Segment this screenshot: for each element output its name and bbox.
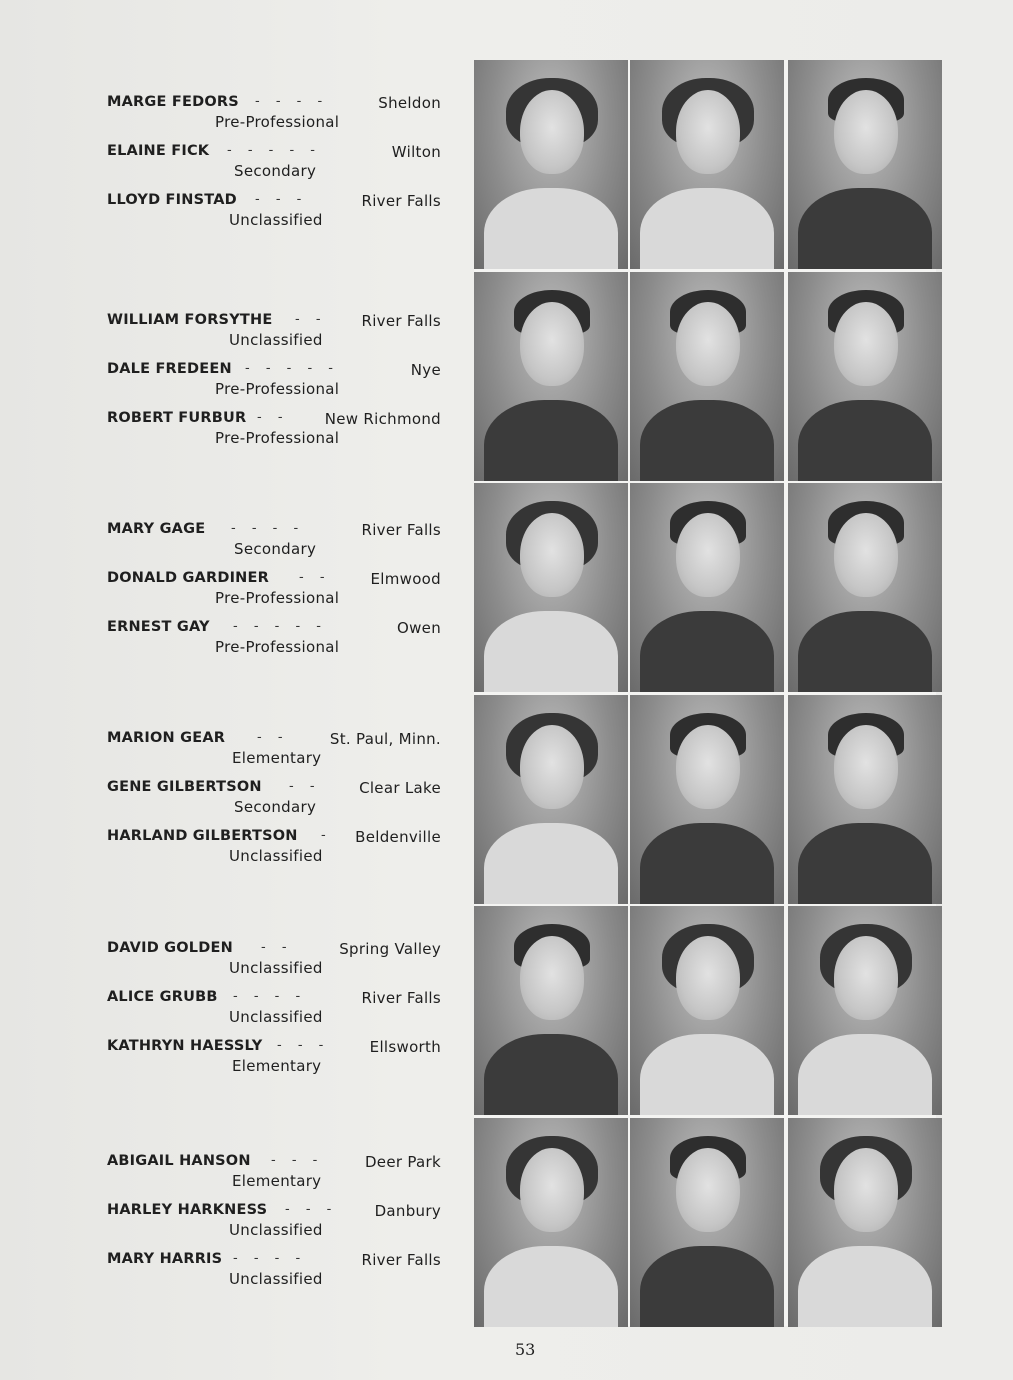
student-portrait [630,695,784,904]
student-entry [107,1153,441,1202]
hometown: River Falls [361,192,441,210]
portrait-body [798,400,932,481]
student-entry [107,730,441,779]
entry-line [107,1038,441,1058]
hometown: River Falls [361,1251,441,1269]
hometown: River Falls [361,989,441,1007]
course-of-study: Unclassified [229,331,323,349]
course-of-study: Elementary [232,749,322,767]
student-name: DONALD GARDINER [107,570,269,586]
portrait-head [520,302,584,386]
hometown: Elmwood [370,570,441,588]
hometown: River Falls [361,312,441,330]
hometown: Danbury [374,1202,441,1220]
portrait-head [834,302,898,386]
leader-dashes: - [321,828,326,843]
course-of-study: Unclassified [229,959,323,977]
student-name: MARY GAGE [107,521,206,537]
portrait-head [520,1148,584,1232]
student-name: MARY HARRIS [107,1251,223,1267]
entry-line [107,521,441,541]
portrait-head [834,1148,898,1232]
leader-dashes: - - [257,410,283,425]
portrait-body [798,1246,932,1327]
portrait-body [484,1246,618,1327]
portrait-body [640,611,774,692]
leader-dashes: - - [261,940,287,955]
portrait-body [798,823,932,904]
hometown: Owen [396,619,441,637]
student-name: ABIGAIL HANSON [107,1153,251,1169]
student-entry [107,1202,441,1251]
entry-line [107,312,441,332]
student-entry [107,521,441,570]
portrait-head [676,90,740,174]
student-portrait [474,906,628,1115]
student-portrait [474,1118,628,1327]
course-of-study: Elementary [232,1057,322,1075]
student-name: MARION GEAR [107,730,226,746]
student-entry [107,94,441,143]
portrait-body [798,611,932,692]
portrait-head [676,513,740,597]
portrait-head [676,302,740,386]
student-entry [107,361,441,410]
student-portrait [630,60,784,269]
student-entry [107,143,441,192]
student-portrait [788,695,942,904]
page-number: 53 [515,1340,536,1359]
entry-line [107,779,441,799]
student-entry [107,570,441,619]
hometown: New Richmond [324,410,441,428]
student-portrait [630,272,784,481]
entry-line [107,940,441,960]
student-group [107,521,441,668]
portrait-body [640,1034,774,1115]
entry-line [107,410,441,430]
hometown: Deer Park [364,1153,441,1171]
leader-dashes: - - - - [255,94,323,109]
student-entry [107,828,441,877]
leader-dashes: - - - - [231,521,299,536]
portrait-head [834,90,898,174]
course-of-study: Unclassified [229,1221,323,1239]
hometown: Spring Valley [339,940,441,958]
leader-dashes: - - [289,779,315,794]
student-group [107,940,441,1087]
portrait-head [520,90,584,174]
student-name: ELAINE FICK [107,143,210,159]
entry-line [107,192,441,212]
entry-line [107,828,441,848]
student-name: ERNEST GAY [107,619,210,635]
portrait-body [640,1246,774,1327]
portrait-body [484,400,618,481]
student-portrait [630,906,784,1115]
leader-dashes: - - - - - [227,143,315,158]
course-of-study: Secondary [234,162,317,180]
course-of-study: Elementary [232,1172,322,1190]
student-group [107,730,441,877]
entry-line [107,570,441,590]
portrait-body [640,400,774,481]
course-of-study: Pre-Professional [215,638,340,656]
student-portrait [630,1118,784,1327]
student-entry [107,192,441,241]
entry-line [107,1202,441,1222]
hometown: St. Paul, Minn. [329,730,441,748]
student-entry [107,1251,441,1300]
hometown: Wilton [391,143,441,161]
entry-line [107,1251,441,1271]
portrait-body [484,188,618,269]
hometown: Ellsworth [369,1038,441,1056]
portrait-body [484,611,618,692]
leader-dashes: - - [257,730,283,745]
entry-line [107,989,441,1009]
portrait-body [484,823,618,904]
course-of-study: Secondary [234,540,317,558]
leader-dashes: - - - - - [245,361,333,376]
portrait-head [834,936,898,1020]
student-portrait [788,483,942,692]
student-group [107,1153,441,1300]
entry-line [107,143,441,163]
student-name: MARGE FEDORS [107,94,239,110]
course-of-study: Pre-Professional [215,113,340,131]
portrait-head [676,936,740,1020]
portrait-head [834,513,898,597]
entry-line [107,1153,441,1173]
student-portrait [788,272,942,481]
student-portrait [788,906,942,1115]
portrait-head [676,1148,740,1232]
portrait-head [520,513,584,597]
student-name: ALICE GRUBB [107,989,218,1005]
portrait-body [640,823,774,904]
student-group [107,94,441,241]
leader-dashes: - - - - [233,1251,301,1266]
student-portrait [474,695,628,904]
portrait-head [834,725,898,809]
student-entry [107,989,441,1038]
course-of-study: Pre-Professional [215,429,340,447]
student-entry [107,619,441,668]
portrait-body [798,1034,932,1115]
student-portrait [630,483,784,692]
student-name: HARLEY HARKNESS [107,1202,268,1218]
student-entry [107,410,441,459]
student-name: LLOYD FINSTAD [107,192,237,208]
hometown: Beldenville [355,828,441,846]
portrait-body [484,1034,618,1115]
leader-dashes: - - - - [233,989,301,1004]
portrait-grid [474,60,936,1326]
leader-dashes: - - [299,570,325,585]
course-of-study: Unclassified [229,1008,323,1026]
entry-line [107,730,441,750]
course-of-study: Pre-Professional [215,380,340,398]
student-name: KATHRYN HAESSLY [107,1038,263,1054]
course-of-study: Pre-Professional [215,589,340,607]
student-name: ROBERT FURBUR [107,410,247,426]
student-entry [107,940,441,989]
leader-dashes: - - - [285,1202,332,1217]
portrait-head [676,725,740,809]
student-portrait [788,1118,942,1327]
student-name: HARLAND GILBERTSON [107,828,298,844]
student-portrait [788,60,942,269]
student-name: DAVID GOLDEN [107,940,233,956]
student-entry [107,1038,441,1087]
student-entry [107,312,441,361]
leader-dashes: - - - [277,1038,324,1053]
hometown: Nye [410,361,441,379]
student-portrait [474,272,628,481]
hometown: Clear Lake [359,779,441,797]
entry-line [107,619,441,639]
entry-line [107,94,441,114]
portrait-body [640,188,774,269]
leader-dashes: - - - [255,192,302,207]
course-of-study: Unclassified [229,1270,323,1288]
student-name: WILLIAM FORSYTHE [107,312,273,328]
portrait-head [520,725,584,809]
portrait-head [520,936,584,1020]
portrait-body [798,188,932,269]
student-name: DALE FREDEEN [107,361,232,377]
leader-dashes: - - - [271,1153,318,1168]
entry-line [107,361,441,381]
student-portrait [474,483,628,692]
student-name: GENE GILBERTSON [107,779,262,795]
hometown: River Falls [361,521,441,539]
hometown: Sheldon [378,94,441,112]
course-of-study: Unclassified [229,847,323,865]
course-of-study: Secondary [234,798,317,816]
leader-dashes: - - - - - [233,619,321,634]
course-of-study: Unclassified [229,211,323,229]
student-portrait [474,60,628,269]
student-group [107,312,441,459]
student-entry [107,779,441,828]
leader-dashes: - - [295,312,321,327]
